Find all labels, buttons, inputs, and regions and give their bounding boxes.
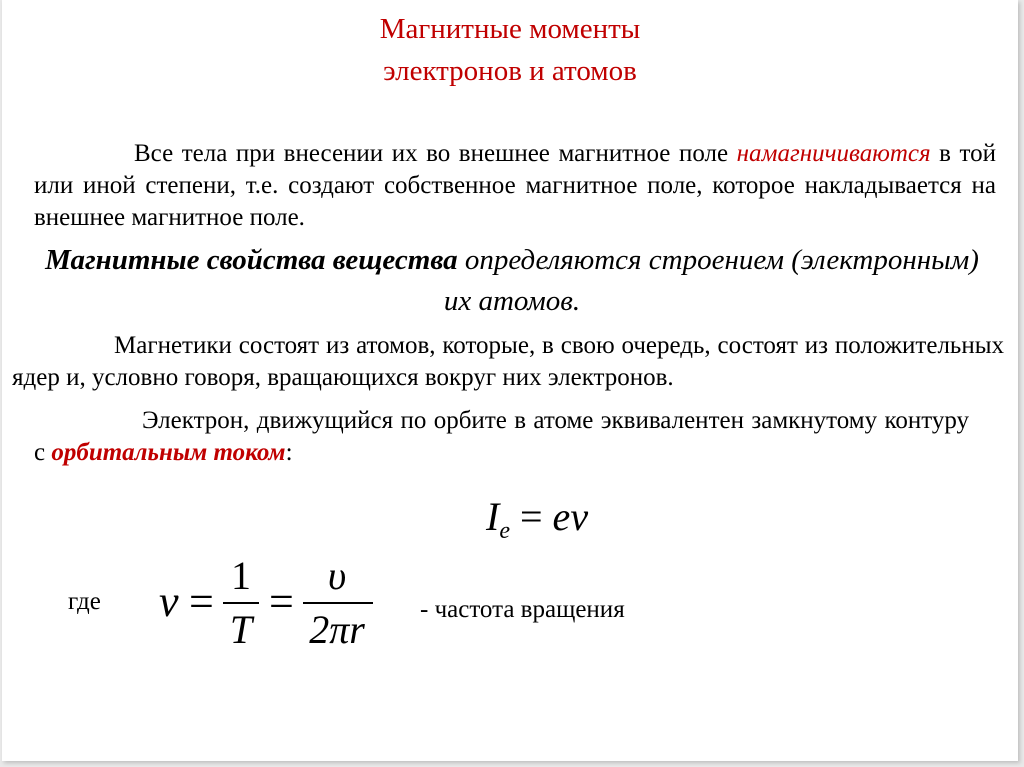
- key-statement: [42, 240, 982, 322]
- paragraph-magnetization: [34, 138, 996, 234]
- fraction-2-bar: [303, 602, 373, 604]
- formula-current-symbol: I: [486, 494, 500, 539]
- formula-equals-2: =: [269, 577, 294, 626]
- fraction-2-denominator: 2πr: [309, 607, 365, 652]
- formula-equals: =: [519, 494, 543, 539]
- paragraph-3-text-a: Электрон, движущийся по орбите в атоме эквивалентен замкнутому контуру с: [34, 407, 969, 466]
- formula-orbital-current: [486, 492, 588, 556]
- slide-title: [2, 8, 1018, 92]
- title-line-2: электронов и атомов: [383, 55, 637, 87]
- formula-charge: e: [552, 494, 571, 539]
- fraction-2-numerator: υ: [327, 553, 347, 598]
- paragraph-1-text-a: Все тела при внесении их во внешнее магнитное поле: [134, 140, 737, 167]
- paragraph-1-text-b: в той или иной степени, т.е. создают собственное магнитное поле, которое накладывается на внешнее магнитное поле.: [34, 140, 996, 231]
- formula-frequency: ν: [570, 494, 589, 539]
- term-magnetize: намагничиваются: [736, 140, 931, 167]
- paragraph-electron-orbit: [34, 405, 969, 469]
- key-statement-rest: определяются строением (электронным) их атомов.: [443, 244, 979, 317]
- key-statement-bold: Магнитные свойства вещества: [45, 244, 458, 276]
- formula-frequency-definition: [159, 548, 399, 658]
- fraction-1-denominator: T: [229, 607, 253, 652]
- paragraph-3-text-b: :: [285, 439, 293, 466]
- fraction-1-numerator: 1: [231, 553, 251, 598]
- formula-description: - частота вращения: [420, 596, 625, 623]
- formula-equals-1: =: [189, 577, 214, 626]
- term-orbital-current: орбитальным током: [51, 439, 286, 466]
- where-label: где: [68, 588, 101, 615]
- fraction-1-bar: [223, 602, 259, 604]
- title-line-1: Магнитные моменты: [379, 13, 641, 45]
- slide: [2, 0, 1018, 761]
- formula-nu: ν: [159, 577, 179, 626]
- paragraph-magnetics: Магнетики состоят из атомов, которые, в свою очередь, состоят из положительных ядер и, условно говоря, вращающихся вокруг них электронов.: [12, 332, 1004, 391]
- formula-current-subscript: e: [499, 518, 510, 544]
